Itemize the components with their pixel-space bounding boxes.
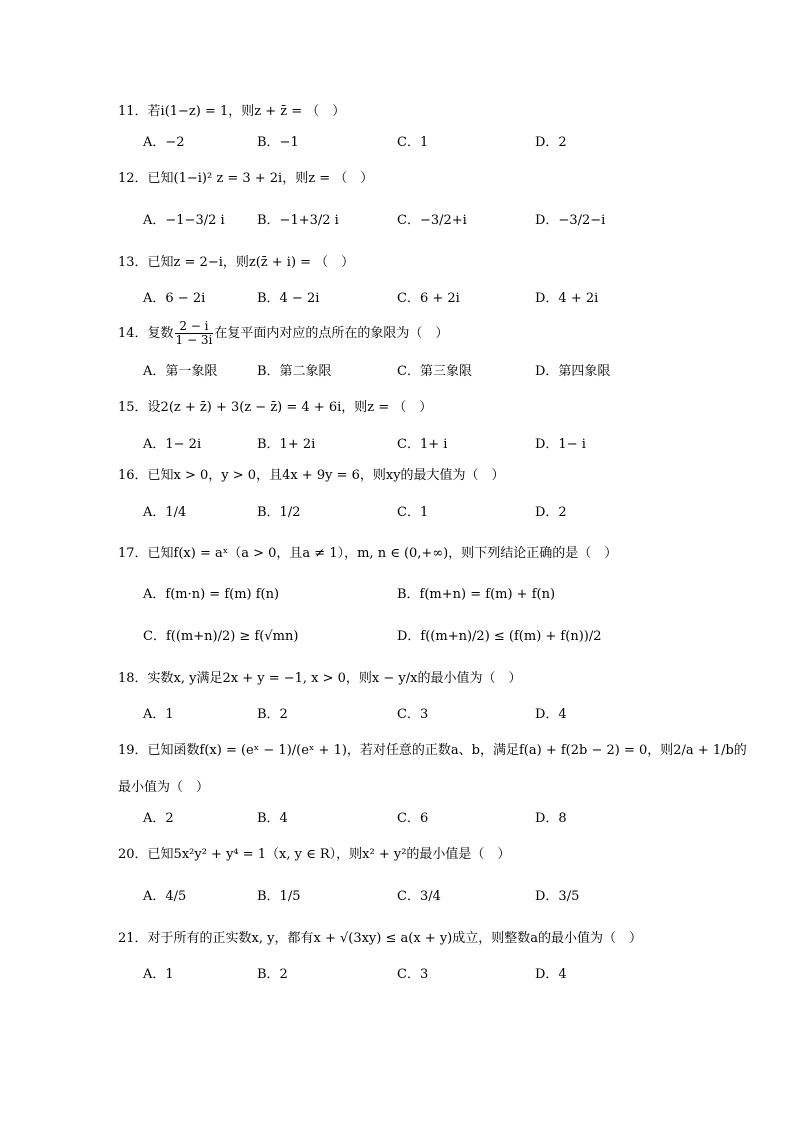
option-c: C．1+ i [397,437,448,452]
fraction [175,320,214,347]
option-a: A．1 [143,967,174,982]
question-17-stem: 17．已知f(x) = aˣ（a > 0，且a ≠ 1），m, n ∈ (0,+∞)，则下列结论正确的是（ ） [118,546,618,561]
option-b: B．第二象限 [257,364,332,379]
option-d: D．−3/2−i [535,213,606,228]
option-d: D．2 [535,135,567,150]
option-b: B．4 [257,811,288,826]
option-a: A．2 [143,811,174,826]
option-c: C．6 [397,811,429,826]
option-b: B．−1 [257,135,299,150]
question-14-suffix: 在复平面内对应的点所在的象限为（ ） [214,326,449,341]
question-19-stem: 19．已知函数f(x) = (eˣ − 1)/(eˣ + 1)，若对任意的正数a、b，满足f(a) + f(2b − 2) = 0，则2/a + 1/b的 [118,743,747,758]
option-b: B．4 − 2i [257,291,320,306]
option-c: C．3 [397,707,429,722]
option-c: C．3 [397,967,429,982]
option-d: D．4 [535,967,567,982]
option-c: C．6 + 2i [397,291,460,306]
option-d: D．4 + 2i [535,291,599,306]
question-21-stem: 21．对于所有的正实数x, y，都有x + √(3xy) ≤ a(x + y)成立，则整数a的最小值为（ ） [118,931,642,946]
option-d: D．2 [535,505,567,520]
question-14-stem [118,320,448,347]
question-20-stem: 20．已知5x²y² + y⁴ = 1（x, y ∈ R），则x² + y²的最小值是（ ） [118,847,511,862]
option-a: A．6 − 2i [143,291,206,306]
option-a: A．4/5 [143,889,187,904]
question-15-stem: 15．设2(z + z̄) + 3(z − z̄) = 4 + 6i，则z = （ ） [118,400,433,415]
option-a: A．−2 [143,135,185,150]
option-d: D．4 [535,707,567,722]
option-a: A．−1−3/2 i [143,213,225,228]
option-a: A．1/4 [143,505,187,520]
question-16-stem: 16．已知x > 0，y > 0，且4x + 9y = 6，则xy的最大值为（ ） [118,468,505,483]
fraction-denominator: 1 − 3i [175,333,213,347]
option-a: A．第一象限 [143,364,218,379]
fraction-numerator: 2 − i [175,320,214,334]
option-b: B．−1+3/2 i [257,213,339,228]
question-18-stem: 18．实数x, y满足2x + y = −1, x > 0，则x − y/x的最小值为（ ） [118,671,522,686]
option-c: C．−3/2+i [397,213,467,228]
question-13-stem: 13．已知z = 2−i，则z(z̄ + i) = （ ） [118,255,355,270]
question-14-prefix: 14．复数 [118,326,174,341]
option-d: D．8 [535,811,567,826]
option-c: C．第三象限 [397,364,472,379]
option-a: A．1− 2i [143,437,202,452]
option-b: B．2 [257,967,288,982]
option-a: A．1 [143,707,174,722]
option-c: C．1 [397,505,429,520]
option-b: B．2 [257,707,288,722]
option-b: B．1/2 [257,505,301,520]
option-c: C．1 [397,135,429,150]
option-c: C．f((m+n)/2) ≥ f(√mn) [143,629,299,644]
question-19-stem-continued: 最小值为（ ） [118,780,210,795]
option-d: D．1− i [535,437,586,452]
question-12-stem: 12．已知(1−i)² z = 3 + 2i，则z = （ ） [118,171,374,186]
question-11-stem: 11．若i(1−z) = 1，则z + z̄ = （ ） [118,104,346,119]
option-d: D．3/5 [535,889,580,904]
option-b: B．f(m+n) = f(m) + f(n) [397,587,556,602]
option-c: C．3/4 [397,889,441,904]
option-d: D．f((m+n)/2) ≤ (f(m) + f(n))/2 [397,629,602,644]
option-d: D．第四象限 [535,364,611,379]
option-a: A．f(m·n) = f(m) f(n) [143,587,280,602]
option-b: B．1+ 2i [257,437,316,452]
option-b: B．1/5 [257,889,301,904]
